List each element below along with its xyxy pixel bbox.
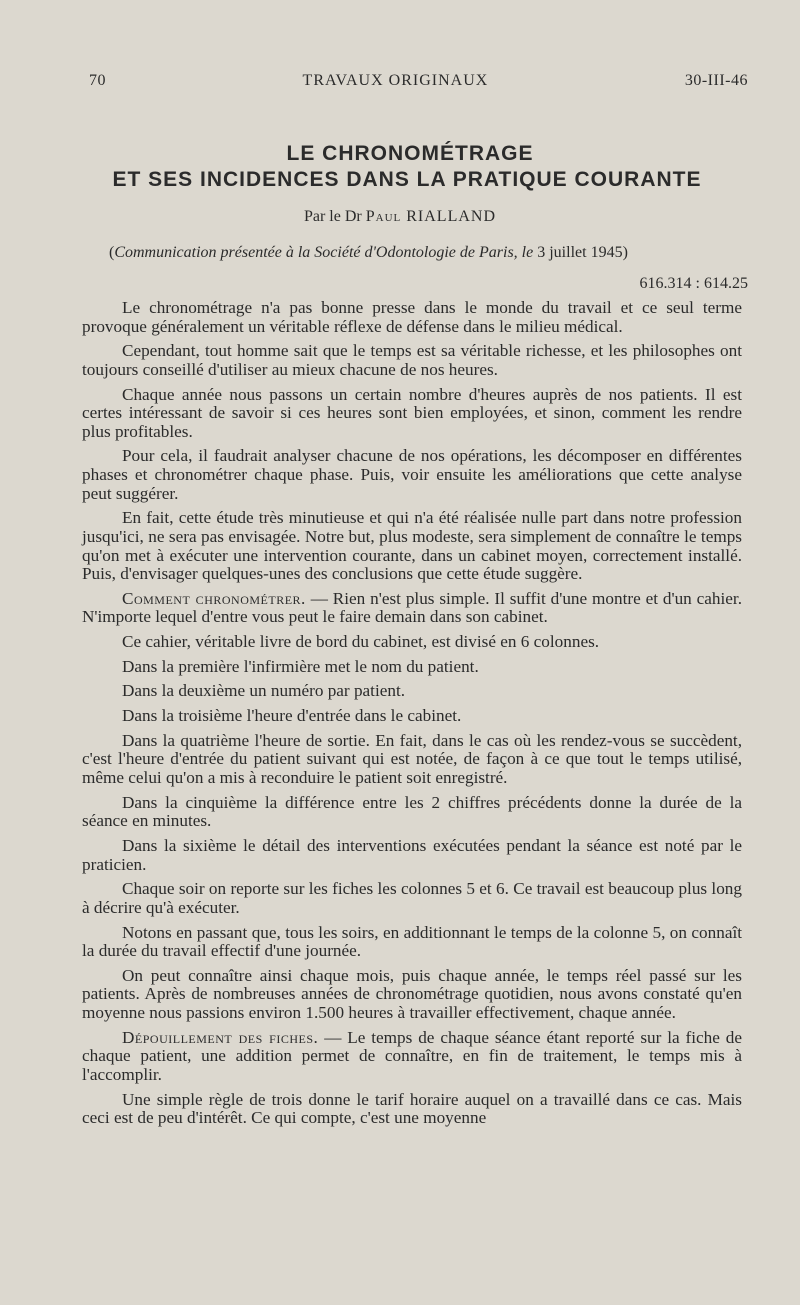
paragraph-text: Dans la sixième le détail des interventions exécutées pendant la séance est noté par le praticien. xyxy=(82,835,742,874)
communication-open-paren: ( xyxy=(109,244,115,261)
article-body xyxy=(82,299,742,1134)
author-name: Paul RIALLAND xyxy=(365,208,497,225)
communication-text: Communication présentée à la Société d'Odontologie de Paris, le xyxy=(114,244,534,261)
paragraph xyxy=(82,633,742,652)
paragraph-text: Dans la troisième l'heure d'entrée dans le cabinet. xyxy=(122,706,462,726)
paragraph-text: Chaque soir on reporte sur les fiches les colonnes 5 et 6. Ce travail est beaucoup plus long à décrire qu'à exécuter. xyxy=(82,879,742,917)
paragraph xyxy=(82,447,742,503)
byline-prefix: Par le Dr xyxy=(303,208,362,225)
paragraph xyxy=(82,707,742,726)
paragraph-text: Dans la première l'infirmière met le nom du patient. xyxy=(122,656,479,676)
running-head xyxy=(89,72,748,90)
paragraph-text: On peut connaître ainsi chaque mois, puis chaque année, le temps réel passé sur les patients. Après de nombreuses années de chronométrage quotidien, nous avons constaté qu'en moyenne nous passions environ 1.500 heures à travailler effectivement, chaque année. xyxy=(82,965,742,1022)
paragraph xyxy=(82,1029,742,1085)
paragraph xyxy=(82,880,742,917)
paragraph xyxy=(82,682,742,701)
paragraph xyxy=(82,509,742,583)
paragraph-text: Dans la deuxième un numéro par patient. xyxy=(122,681,406,701)
classification-code: 616.314 : 614.25 xyxy=(639,275,748,292)
paragraph xyxy=(82,590,742,627)
paragraph xyxy=(82,386,742,442)
paragraph-text: Cependant, tout homme sait que le temps est sa véritable richesse, et les philosophes ont toujours conseillé d'utiliser au mieux chacune de nos heures. xyxy=(82,341,742,379)
paragraph xyxy=(82,794,742,831)
paragraph xyxy=(82,967,742,1023)
paragraph xyxy=(82,342,742,379)
article-title-line2: ET SES INCIDENCES DANS LA PRATIQUE COURANTE xyxy=(112,168,702,191)
paragraph-text: Dans la cinquième la différence entre les 2 chiffres précédents donne la durée de la séance en minutes. xyxy=(82,792,742,831)
paragraph xyxy=(82,837,742,874)
paragraph xyxy=(82,924,742,961)
paragraph-text: Notons en passant que, tous les soirs, en additionnant le temps de la colonne 5, on connaît la durée du travail effectif d'une journée. xyxy=(82,922,742,961)
paragraph xyxy=(82,1091,742,1128)
section-heading: Dépouillement des fiches. xyxy=(122,1027,319,1047)
paragraph-text: Chaque année nous passons un certain nombre d'heures auprès de nos patients. Il est certes intéressant de savoir si ces heures sont bien employées, et sinon, comment les rendre plus profitables. xyxy=(82,384,742,441)
article-title-line1: LE CHRONOMÉTRAGE xyxy=(286,142,534,165)
section-heading: Comment chronométrer. xyxy=(122,588,306,608)
communication-note xyxy=(109,244,748,262)
journal-section: TRAVAUX ORIGINAUX xyxy=(302,72,489,89)
byline xyxy=(0,208,800,226)
paragraph-text: Dans la quatrième l'heure de sortie. En fait, dans le cas où les rendez-vous se succèdent, c'est l'heure d'entrée du patient suivant qui est notée, de façon à ce que tout le temps utilisé, même celui qu'on a mis à reconduire le patient soit enregistré. xyxy=(82,730,742,787)
paragraph-text: — Le temps de chaque séance étant reporté sur la fiche de chaque patient, une addition permet de connaître, en fin de traitement, le temps mis à l'accomplir. xyxy=(82,1027,743,1084)
paragraph-text: — Rien n'est plus simple. Il suffit d'une montre et d'un cahier. N'importe lequel d'entre vous peut le faire demain dans son cabinet. xyxy=(82,588,742,627)
paragraph xyxy=(82,299,742,336)
paragraph-text: Le chronométrage n'a pas bonne presse dans le monde du travail et ce seul terme provoque généralement un véritable réflexe de défense dans le milieu médical. xyxy=(82,298,742,336)
paragraph xyxy=(82,732,742,788)
paragraph-text: Ce cahier, véritable livre de bord du cabinet, est divisé en 6 colonnes. xyxy=(122,632,600,652)
paragraph-text: Une simple règle de trois donne le tarif horaire auquel on a travaillé dans ce cas. Mais ceci est de peu d'intérêt. Ce qui compte, c'est une moyenne xyxy=(82,1089,742,1128)
paragraph-text: En fait, cette étude très minutieuse et qui n'a été réalisée nulle part dans notre profession jusqu'ici, ne sera pas envisagée. Notre but, plus modeste, sera simplement de connaître le temps qu'on met à exécuter une intervention courante, dans un cabinet moyen, correctement installé. Puis, d'envisager quelques-unes des conclusions que cette étude suggère. xyxy=(82,508,742,584)
paragraph-text: Pour cela, il faudrait analyser chacune de nos opérations, les décomposer en différentes phases et chronométrer chaque phase. Puis, voir ensuite les améliorations que cette analyse peut suggérer. xyxy=(82,446,742,503)
issue-date: 30-III-46 xyxy=(684,72,748,89)
paragraph xyxy=(82,658,742,677)
page-number: 70 xyxy=(89,72,106,89)
communication-date: 3 juillet 1945) xyxy=(537,244,628,261)
